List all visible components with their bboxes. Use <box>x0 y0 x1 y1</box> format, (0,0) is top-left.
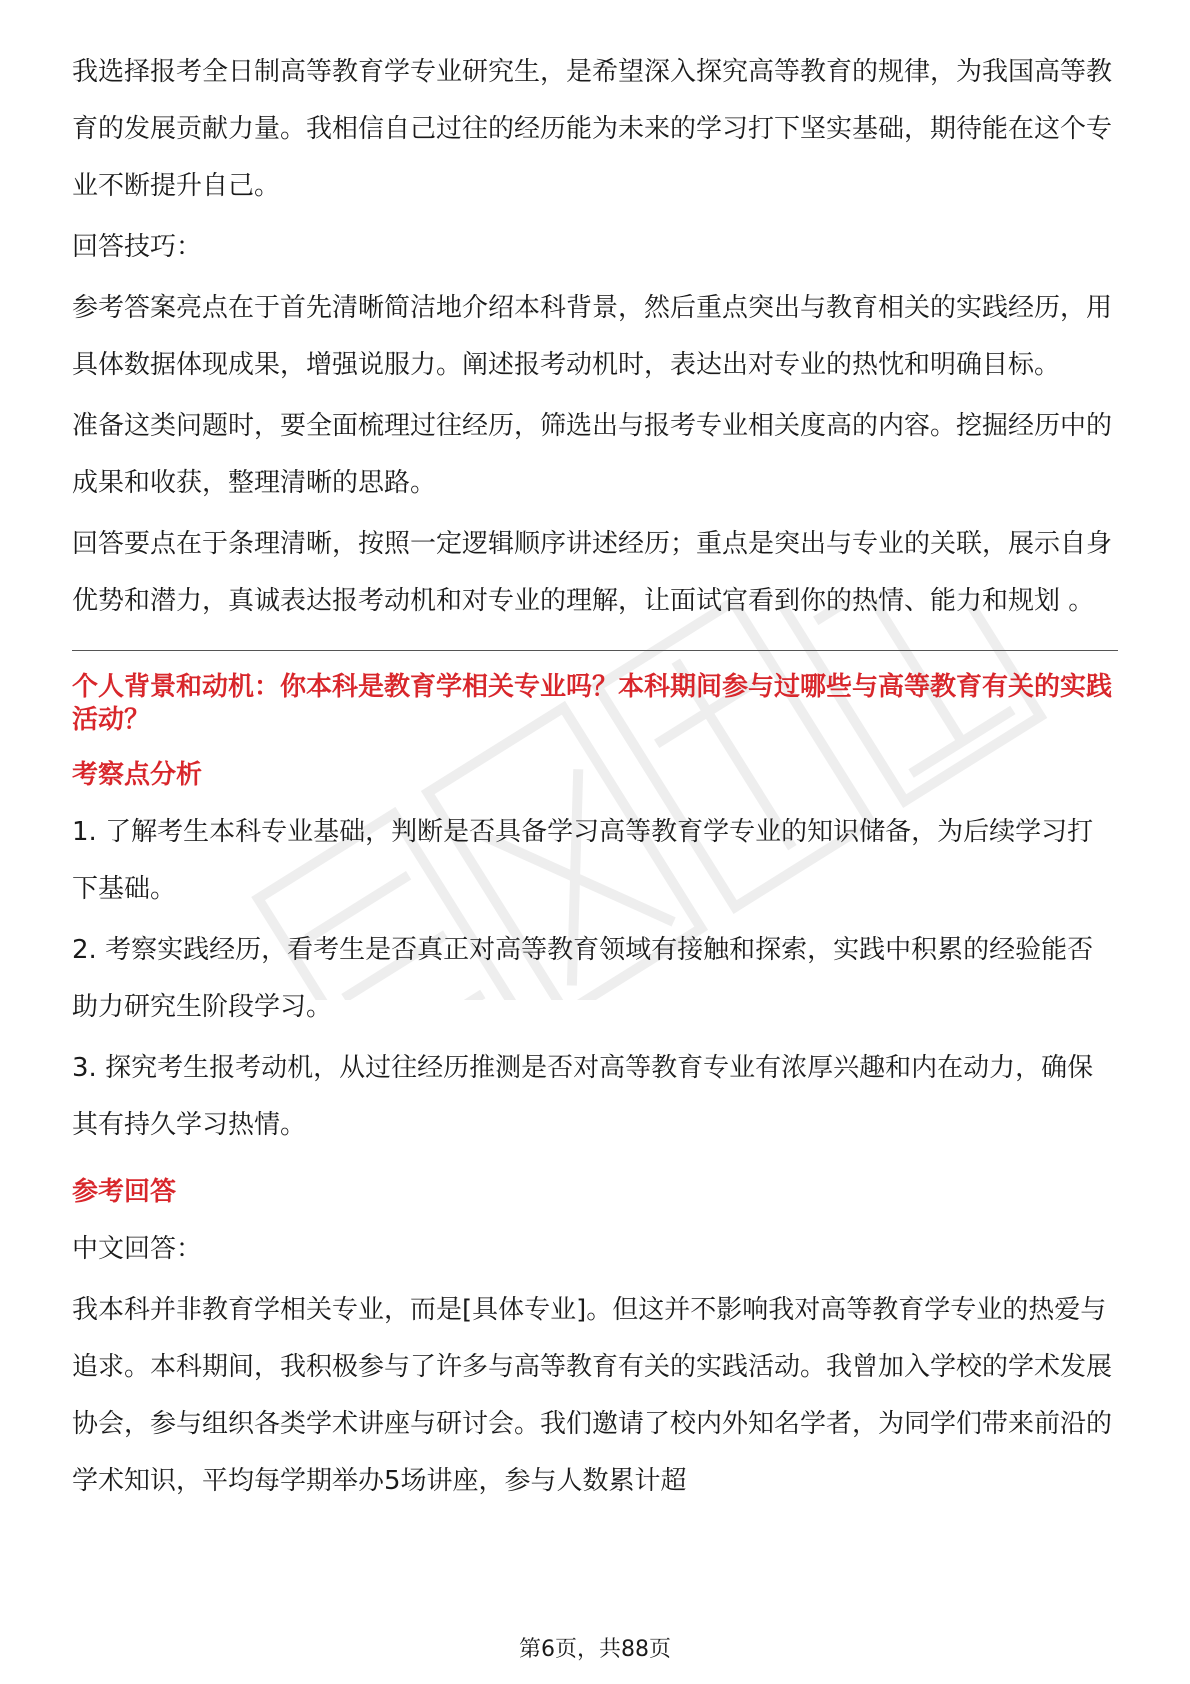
tips-paragraph: 准备这类问题时，要全面梳理过往经历，筛选出与报考专业相关度高的内容。挖掘经历中的成果和收获，整理清晰的思路。 <box>72 411 1113 498</box>
section-divider <box>72 650 1118 651</box>
question-title: 个人背景和动机：你本科是教育学相关专业吗？本科期间参与过哪些与高等教育有关的实践活动？ <box>72 672 1113 735</box>
main-content <box>72 44 1118 1514</box>
intro-paragraph: 我选择报考全日制高等教育学专业研究生，是希望深入探究高等教育的规律，为我国高等教育的发展贡献力量。我相信自己过往的经历能为未来的学习打下坚实基础，期待能在这个专业不断提升自己。 <box>72 57 1113 201</box>
tips-label: 回答技巧： <box>72 232 203 262</box>
tips-paragraph: 回答要点在于条理清晰，按照一定逻辑顺序讲述经历；重点是突出与专业的关联，展示自身优势和潜力，真诚表达报考动机和对专业的理解，让面试官看到你的热情、能力和规划 。 <box>72 529 1113 616</box>
analysis-heading: 考察点分析 <box>72 760 203 790</box>
tips-paragraph: 参考答案亮点在于首先清晰简洁地介绍本科背景，然后重点突出与教育相关的实践经历，用具体数据体现成果，增强说服力。阐述报考动机时，表达出对专业的热忱和明确目标。 <box>72 293 1113 380</box>
page-number-footer: 第6页，共88页 <box>519 1637 671 1662</box>
analysis-point: 1. 了解考生本科专业基础，判断是否具备学习高等教育学专业的知识储备，为后续学习打下基础。 <box>72 817 1094 904</box>
analysis-point: 2. 考察实践经历，看考生是否真正对高等教育领域有接触和探索，实践中积累的经验能否助力研究生阶段学习。 <box>72 935 1094 1022</box>
answer-heading: 参考回答 <box>72 1177 177 1207</box>
answer-paragraph: 我本科并非教育学相关专业，而是[具体专业]。但这并不影响我对高等教育学专业的热爱与追求。本科期间，我积极参与了许多与高等教育有关的实践活动。我曾加入学校的学术发展协会，参与组织各类学术讲座与研讨会。我们邀请了校内外知名学者，为同学们带来前沿的学术知识，平均每学期举办5场讲座，参与人数累计超 <box>72 1295 1113 1496</box>
analysis-point: 3. 探究考生报考动机，从过往经历推测是否对高等教育专业有浓厚兴趣和内在动力，确保其有持久学习热情。 <box>72 1053 1094 1140</box>
answer-label: 中文回答： <box>72 1234 203 1264</box>
